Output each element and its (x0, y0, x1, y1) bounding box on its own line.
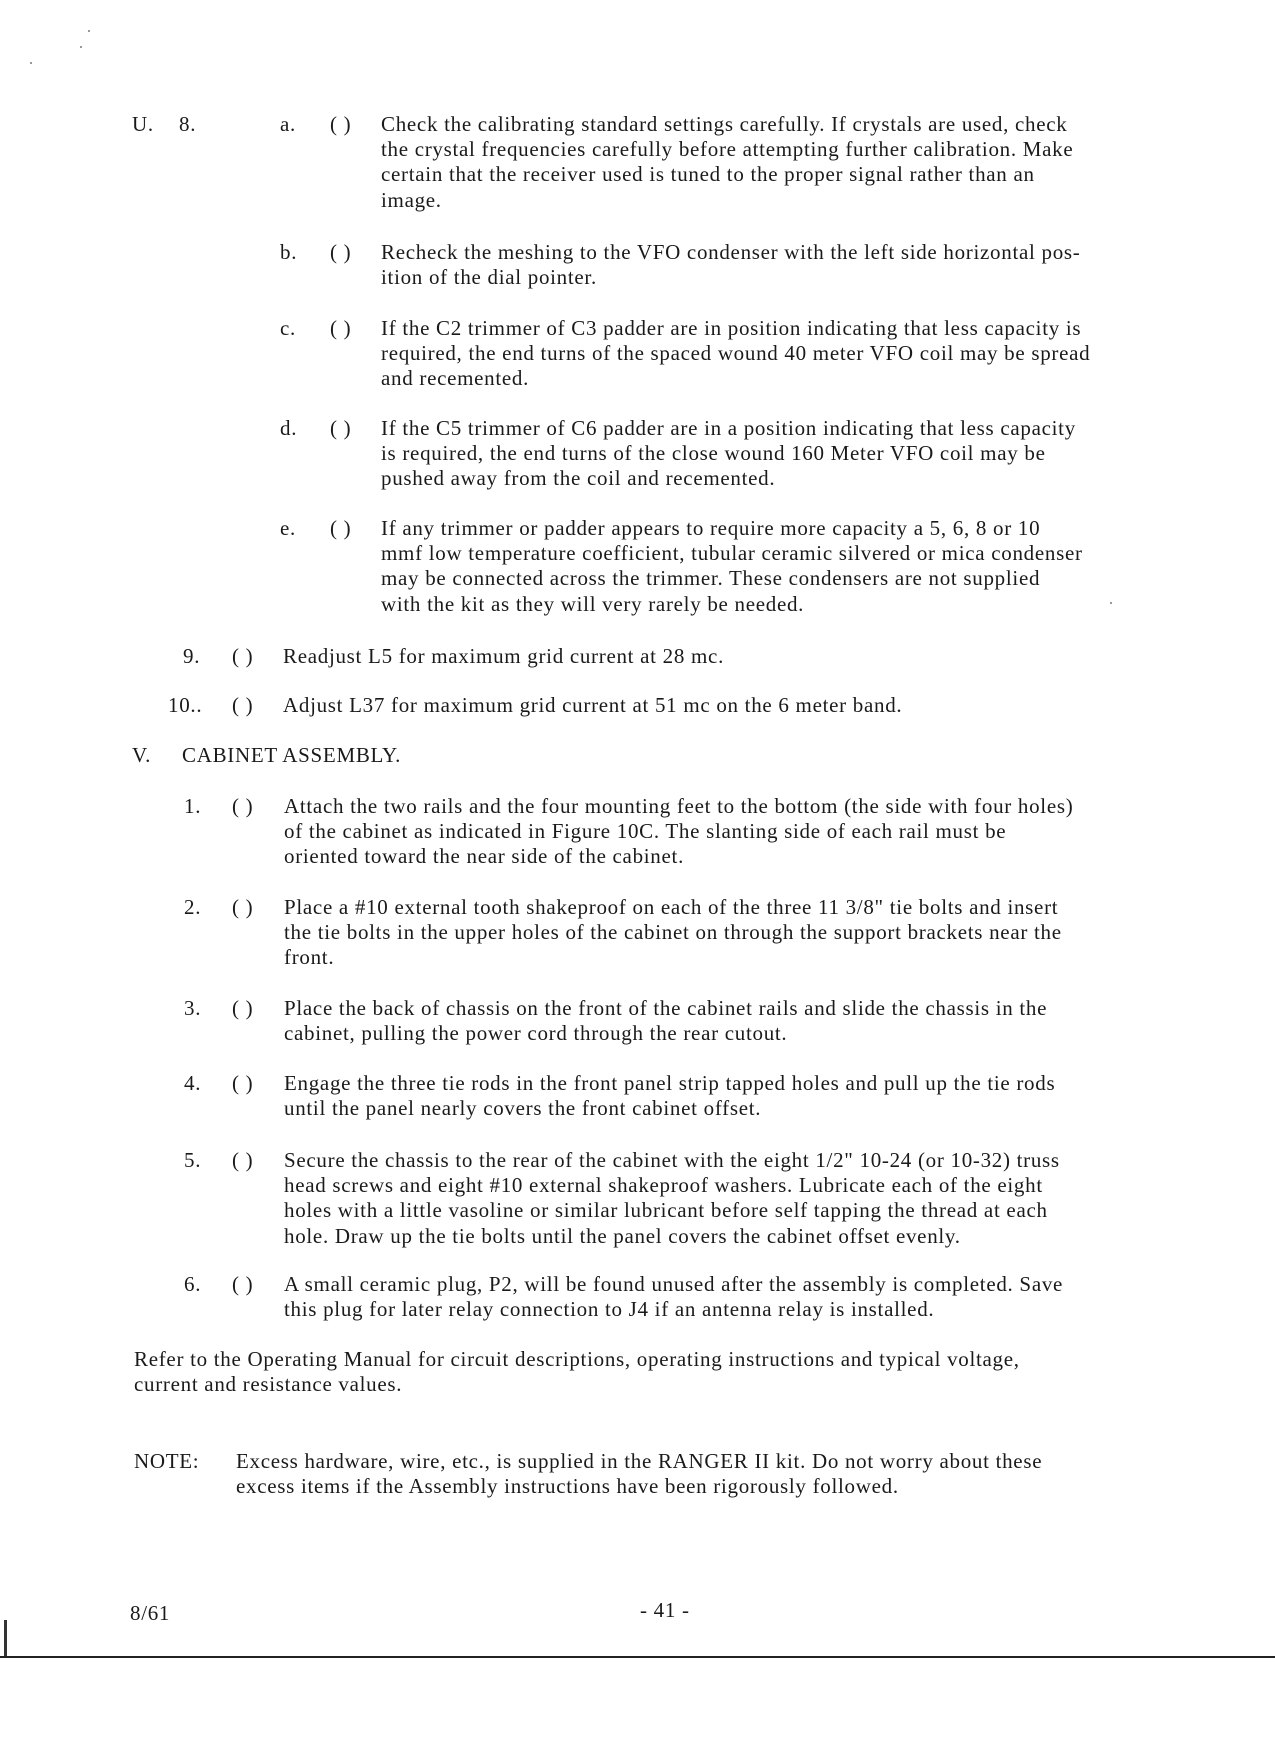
substep-text (381, 240, 1080, 290)
bottom-rule (0, 1656, 1275, 1658)
text-line: Recheck the meshing to the VFO condenser with the left side horizontal pos- (381, 240, 1081, 264)
text-line: If the C2 trimmer of C3 padder are in position indicating that less capacity is (381, 316, 1082, 340)
text-line: the crystal frequencies carefully before attempting further calibration. Make (381, 137, 1074, 162)
substep-label: a. (280, 112, 296, 136)
text-line: Refer to the Operating Manual for circuit descriptions, operating instructions and typical voltage, (134, 1347, 1020, 1371)
checkbox: ( ) (232, 1148, 254, 1172)
text-line: may be connected across the trimmer. These condensers are not supplied (381, 566, 1041, 591)
footer-date: 8/61 (130, 1601, 171, 1625)
substep-text (381, 416, 1076, 492)
checkbox: ( ) (330, 112, 352, 136)
text-line: is required, the end turns of the close wound 160 Meter VFO coil may be (381, 441, 1046, 466)
text-line: until the panel nearly covers the front cabinet offset. (284, 1096, 762, 1121)
text-line: pushed away from the coil and recemented. (381, 466, 776, 491)
checkbox: ( ) (232, 794, 254, 818)
refer-paragraph (134, 1347, 1020, 1397)
checkbox: ( ) (232, 996, 254, 1020)
step-number: 3. (184, 996, 202, 1020)
checkbox: ( ) (232, 1272, 254, 1296)
step-text (284, 895, 1062, 971)
text-line: Place the back of chassis on the front of the cabinet rails and slide the chassis in the (284, 996, 1048, 1020)
text-line: Check the calibrating standard settings carefully. If crystals are used, check (381, 112, 1068, 136)
text-line: holes with a little vasoline or similar lubricant before self tapping the thread at each (284, 1198, 1048, 1223)
text-line: current and resistance values. (134, 1372, 403, 1397)
substep-label: b. (280, 240, 298, 264)
step-number: 1. (184, 794, 202, 818)
step-text (283, 693, 902, 718)
text-line: certain that the receiver used is tuned to the proper signal rather than an (381, 162, 1035, 187)
substep-label: c. (280, 316, 296, 340)
step-number: 2. (184, 895, 202, 919)
text-line: If the C5 trimmer of C6 padder are in a position indicating that less capacity (381, 416, 1076, 440)
checkbox: ( ) (330, 240, 352, 264)
step-number: 10.. (168, 693, 203, 717)
text-line: oriented toward the near side of the cabinet. (284, 844, 685, 869)
checkbox: ( ) (232, 693, 254, 717)
step-text (284, 1272, 1063, 1322)
text-line: Adjust L37 for maximum grid current at 51 mc on the 6 meter band. (283, 693, 903, 717)
text-line: Excess hardware, wire, etc., is supplied in the RANGER II kit. Do not worry about these (236, 1449, 1043, 1473)
text-line: excess items if the Assembly instructions have been rigorously followed. (236, 1474, 899, 1499)
step-number: 4. (184, 1071, 202, 1095)
note-label: NOTE: (134, 1449, 200, 1473)
step-text (284, 1071, 1055, 1121)
text-line: Place a #10 external tooth shakeproof on each of the three 11 3/8" tie bolts and insert (284, 895, 1059, 919)
page-number: - 41 - (640, 1598, 690, 1622)
substep-text (381, 316, 1090, 392)
checkbox: ( ) (232, 1071, 254, 1095)
text-line: Readjust L5 for maximum grid current at 28 mc. (283, 644, 725, 668)
text-line: required, the end turns of the spaced wound 40 meter VFO coil may be spread (381, 341, 1091, 366)
step-number: 8. (179, 112, 197, 136)
note-text (236, 1449, 1042, 1499)
text-line: A small ceramic plug, P2, will be found unused after the assembly is completed. Save (284, 1272, 1064, 1296)
text-line: mmf low temperature coefficient, tubular ceramic silvered or mica condenser (381, 541, 1083, 566)
text-line: If any trimmer or padder appears to require more capacity a 5, 6, 8 or 10 (381, 516, 1041, 540)
step-text (283, 644, 724, 669)
text-line: of the cabinet as indicated in Figure 10C. The slanting side of each rail must be (284, 819, 1007, 844)
step-number: 9. (183, 644, 201, 668)
checkbox: ( ) (330, 516, 352, 540)
text-line: hole. Draw up the tie bolts until the panel covers the cabinet offset evenly. (284, 1223, 961, 1248)
text-line: this plug for later relay connection to J4 if an antenna relay is installed. (284, 1297, 935, 1322)
text-line: ition of the dial pointer. (381, 265, 597, 290)
substep-label: e. (280, 516, 296, 540)
substep-text (381, 516, 1083, 617)
text-line: the tie bolts in the upper holes of the cabinet on through the support brackets near the (284, 920, 1062, 945)
text-line: image. (381, 187, 442, 212)
step-text (284, 794, 1073, 870)
scan-corner-mark (4, 1620, 7, 1656)
section-title: CABINET ASSEMBLY. (182, 743, 402, 767)
checkbox: ( ) (330, 316, 352, 340)
section-letter: V. (132, 743, 152, 767)
step-number: 6. (184, 1272, 202, 1296)
substep-label: d. (280, 416, 298, 440)
substep-text (381, 112, 1073, 213)
checkbox: ( ) (232, 895, 254, 919)
text-line: head screws and eight #10 external shakeproof washers. Lubricate each of the eight (284, 1173, 1043, 1198)
section-letter: U. (132, 112, 154, 136)
text-line: and recemented. (381, 366, 530, 391)
step-text (284, 1148, 1060, 1249)
text-line: Engage the three tie rods in the front panel strip tapped holes and pull up the tie rods (284, 1071, 1056, 1095)
text-line: Attach the two rails and the four mounting feet to the bottom (the side with four holes) (284, 794, 1074, 818)
step-text (284, 996, 1047, 1046)
step-number: 5. (184, 1148, 202, 1172)
text-line: cabinet, pulling the power cord through the rear cutout. (284, 1021, 788, 1046)
text-line: Secure the chassis to the rear of the cabinet with the eight 1/2" 10-24 (or 10-32) truss (284, 1148, 1060, 1172)
checkbox: ( ) (232, 644, 254, 668)
checkbox: ( ) (330, 416, 352, 440)
text-line: with the kit as they will very rarely be needed. (381, 591, 805, 616)
text-line: front. (284, 945, 335, 970)
